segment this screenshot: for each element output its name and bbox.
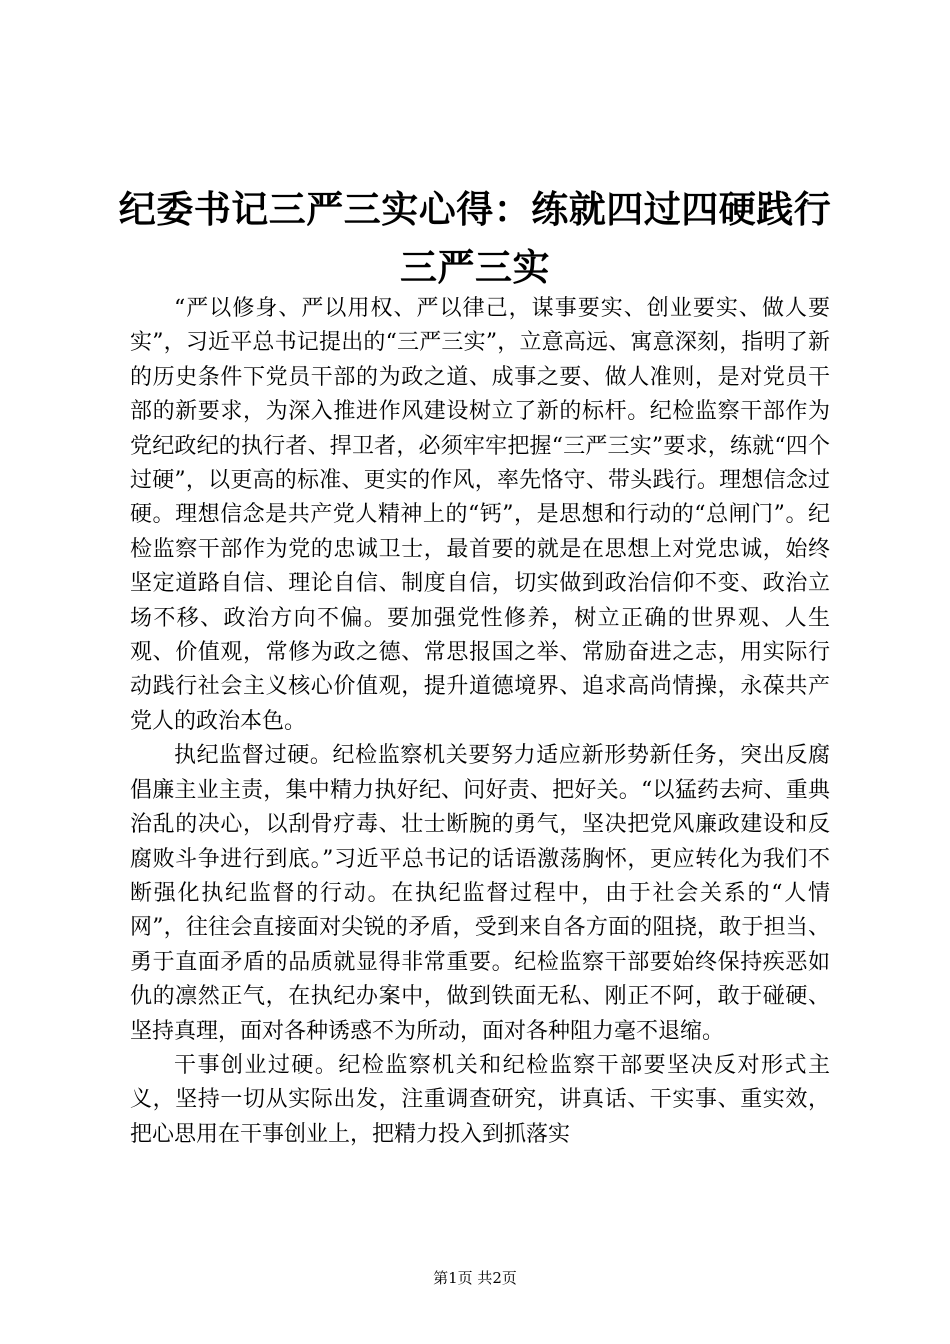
paragraph: “严以修身、严以用权、严以律己，谋事要实、创业要实、做人要实”，习近平总书记提出的“三严三实”，立意高远、寓意深刻，指明了新的历史条件下党员干部的为政之道、成事之要、做人准则，是对党员干部的新要求，为深入推进作风建设树立了新的标杆。纪检监察干部作为党纪政纪的执行者、捍卫者，必须牢牢把握“三严三实”要求，练就“四个过硬”，以更高的标准、更实的作风，率先恪守、带头践行。理想信念过硬。理想信念是共产党人精神上的“钙”，是思想和行动的“总闸门”。纪检监察干部作为党的忠诚卫士，最首要的就是在思想上对党忠诚，始终坚定道路自信、理论自信、制度自信，切实做到政治信仰不变、政治立场不移、政治方向不偏。要加强党性修养，树立正确的世界观、人生观、价值观，常修为政之德、常思报国之举、常励奋进之志，用实际行动践行社会主义核心价值观，提升道德境界、追求高尚情操，永葆共产党人的政治本色。	[130, 296, 830, 734]
paragraph: 执纪监督过硬。纪检监察机关要努力适应新形势新任务，突出反腐倡廉主业主责，集中精力执好纪、问好责、把好关。“以猛药去疴、重典治乱的决心，以刮骨疗毒、壮士断腕的勇气，坚决把党风廉政建设和反腐败斗争进行到底。”习近平总书记的话语激荡胸怀，更应转化为我们不断强化执纪监督的行动。在执纪监督过程中，由于社会关系的“人情网”，往往会直接面对尖锐的矛盾，受到来自各方面的阻挠，敢于担当、勇于直面矛盾的品质就显得非常重要。纪检监察干部要始终保持疾恶如仇的凛然正气，在执纪办案中，做到铁面无私、刚正不阿，敢于碰硬、坚持真理，面对各种诱惑不为所动，面对各种阻力毫不退缩。	[130, 743, 830, 1044]
document-title: 纪委书记三严三实心得：练就四过四硬践行三严三实	[118, 187, 832, 289]
page-footer: 第1页 共2页	[433, 1269, 517, 1287]
document-body	[130, 292, 830, 1152]
paragraph: 干事创业过硬。纪检监察机关和纪检监察干部要坚决反对形式主义，坚持一切从实际出发，注重调查研究，讲真话、干实事、重实效，把心思用在干事创业上，把精力投入到抓落实	[130, 1052, 830, 1147]
